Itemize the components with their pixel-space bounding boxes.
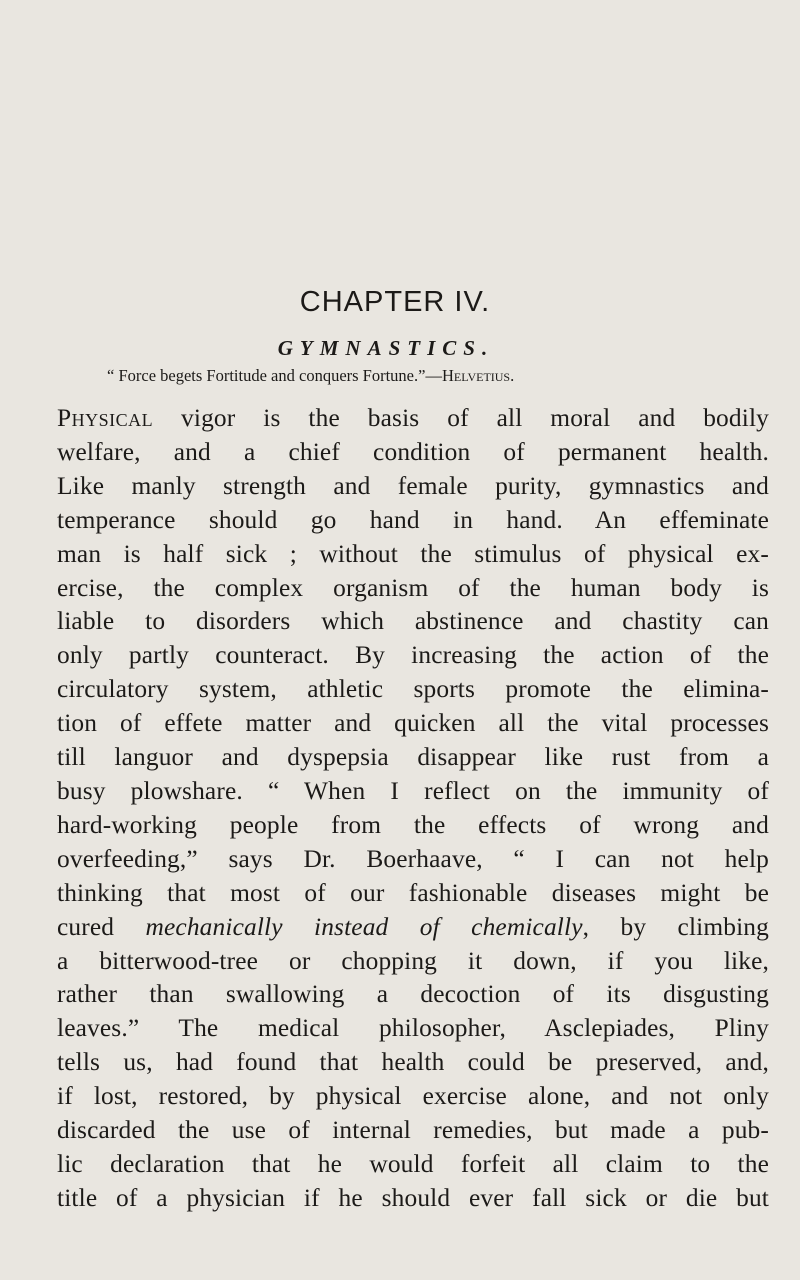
text-line xyxy=(57,741,769,775)
text-run: if lost, restored, by physical exercise alone, and not only xyxy=(57,1082,769,1111)
text-run: leaves.” The medical philosopher, Asclepiades, Pliny xyxy=(57,1014,769,1043)
body-paragraph xyxy=(57,402,769,1216)
chapter-heading: CHAPTER IV. xyxy=(299,286,491,318)
text-line xyxy=(57,1148,769,1182)
text-run: Like manly strength and female purity, gymnastics and xyxy=(57,471,769,500)
text-run: liable to disorders which abstinence and chastity can xyxy=(57,607,769,636)
text-line xyxy=(57,1046,769,1080)
text-line xyxy=(57,1012,769,1046)
text-line xyxy=(57,911,769,945)
text-line xyxy=(57,707,769,741)
text-run: , by climbing xyxy=(582,912,770,941)
text-run: vigor is the basis of all moral and bodily xyxy=(153,404,769,432)
text-run: overfeeding,” says Dr. Boerhaave, “ I can not help xyxy=(57,844,769,873)
text-run: discarded the use of internal remedies, but made a pub- xyxy=(57,1116,769,1145)
text-line xyxy=(57,978,769,1012)
text-line xyxy=(57,945,769,979)
text-line xyxy=(57,1114,769,1148)
chapter-subtitle: GYMNASTICS. xyxy=(277,336,495,360)
text-run: thinking that most of our fashionable diseases might be xyxy=(57,878,769,907)
text-run: lic declaration that he would forfeit all claim to the xyxy=(57,1149,769,1178)
epigraph-quote: “ Force begets Fortitude and conquers Fortune.”— xyxy=(107,366,442,385)
text-line xyxy=(57,470,769,504)
text-run: tion of effete matter and quicken all the vital processes xyxy=(57,709,769,738)
text-line xyxy=(57,1080,769,1114)
text-line xyxy=(57,775,769,809)
text-line xyxy=(57,572,769,606)
text-line xyxy=(57,605,769,639)
text-run: only partly counteract. By increasing the action of the xyxy=(57,641,769,670)
epigraph-author: Helvetius. xyxy=(441,366,515,385)
text-run: welfare, and a chief condition of permanent health. xyxy=(57,437,769,466)
text-run: man is half sick ; without the stimulus of physical ex- xyxy=(57,539,769,568)
text-line xyxy=(57,843,769,877)
text-line xyxy=(57,504,769,538)
text-run: title of a physician if he should ever fall sick or die but xyxy=(57,1183,769,1212)
epigraph xyxy=(107,366,767,386)
text-run: till languor and dyspepsia disappear like rust from a xyxy=(57,743,769,772)
text-line xyxy=(57,877,769,911)
text-run: cured xyxy=(57,912,146,941)
text-run: tells us, had found that health could be preserved, and, xyxy=(57,1048,769,1077)
text-run: ercise, the complex organism of the human body is xyxy=(57,573,769,602)
text-line xyxy=(57,436,769,470)
text-run: temperance should go hand in hand. An effeminate xyxy=(57,505,769,534)
text-line xyxy=(57,639,769,673)
text-line xyxy=(57,673,769,707)
text-run: Physical xyxy=(57,404,154,432)
text-line xyxy=(57,538,769,572)
text-line xyxy=(57,402,769,436)
text-run: busy plowshare. “ When I reflect on the immunity of xyxy=(57,776,769,805)
text-run: a bitterwood-tree or chopping it down, if you like, xyxy=(57,946,769,975)
text-line xyxy=(57,1182,769,1216)
text-run: hard-working people from the effects of wrong and xyxy=(57,810,769,839)
text-run: circulatory system, athletic sports promote the elimina- xyxy=(57,675,769,704)
text-run: mechanically instead of chemically xyxy=(145,912,583,941)
text-line xyxy=(57,809,769,843)
text-run: rather than swallowing a decoction of its disgusting xyxy=(57,980,769,1009)
